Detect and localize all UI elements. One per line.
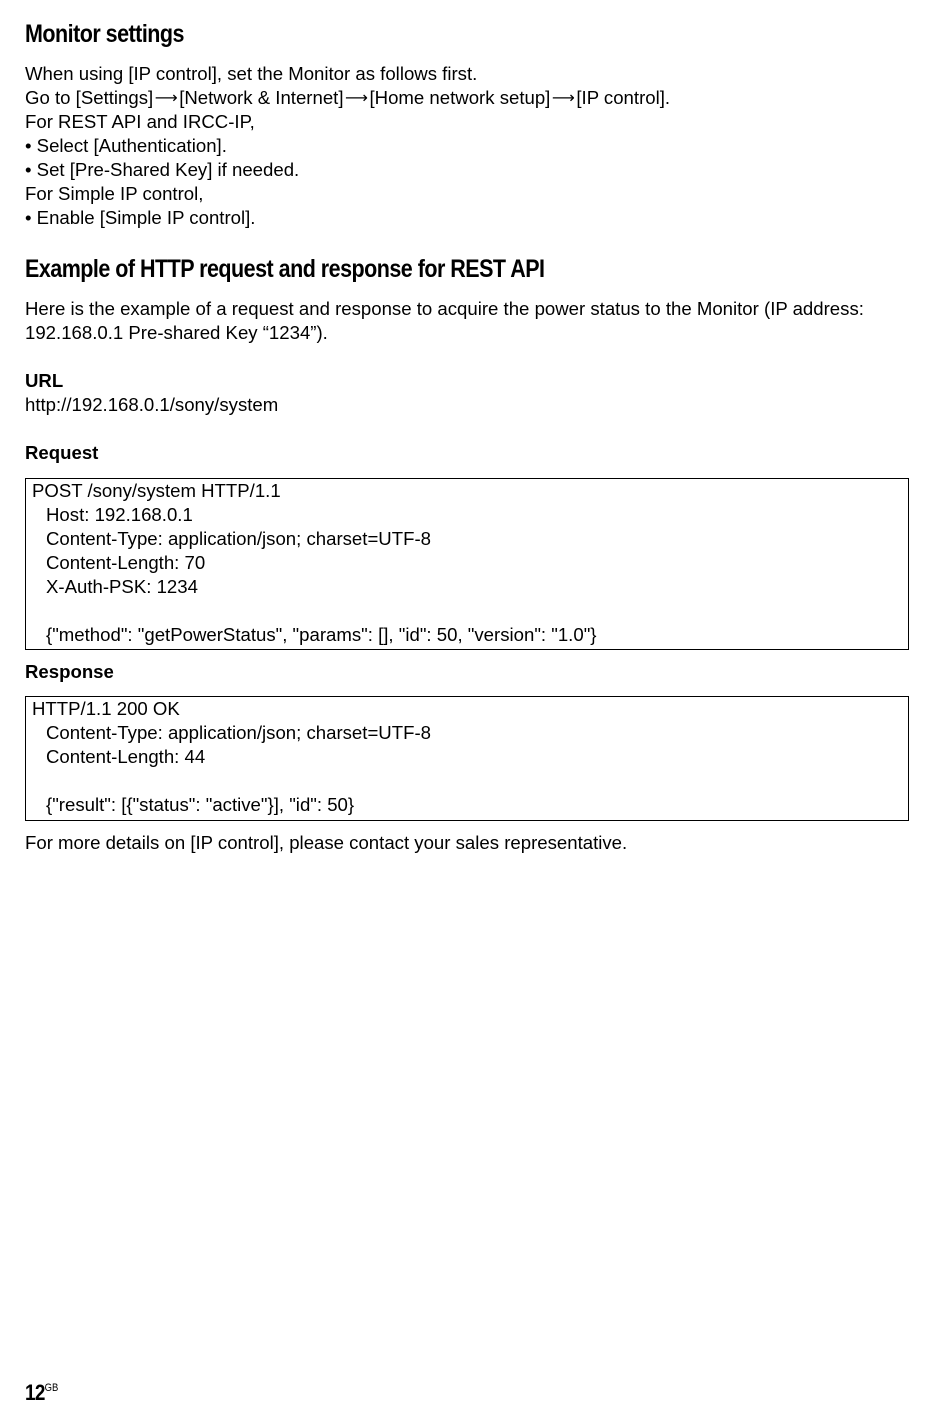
code-line: Content-Length: 44: [46, 746, 206, 767]
example-description-line: 192.168.0.1 Pre-shared Key “1234”).: [25, 322, 328, 343]
settings-path-step: [IP control].: [576, 87, 671, 108]
bullet-item: • Enable [Simple IP control].: [25, 207, 256, 228]
code-line: POST /sony/system HTTP/1.1: [32, 480, 281, 501]
monitor-settings-intro: When using [IP control], set the Monitor as follows first.: [25, 63, 478, 84]
response-label: Response: [25, 661, 114, 682]
url-label: URL: [25, 370, 64, 391]
monitor-settings-heading: Monitor settings: [25, 20, 184, 48]
code-line: Content-Length: 70: [46, 552, 206, 573]
example-description-line: Here is the example of a request and response to acquire the power status to the Monitor (IP address:: [25, 298, 864, 319]
page-number-suffix: GB: [44, 1382, 59, 1394]
page-number: [25, 1374, 58, 1407]
request-label: Request: [25, 442, 99, 463]
request-code-box: [25, 478, 909, 650]
footer-note: For more details on [IP control], please contact your sales representative.: [25, 832, 628, 853]
right-arrow-icon: ⟶: [154, 90, 178, 107]
bullet-item: • Select [Authentication].: [25, 135, 227, 156]
code-line: HTTP/1.1 200 OK: [32, 698, 180, 719]
right-arrow-icon: ⟶: [551, 90, 575, 107]
code-line: Host: 192.168.0.1: [46, 504, 193, 525]
simple-ip-label: For Simple IP control,: [25, 183, 204, 204]
response-code-box: [25, 696, 909, 821]
settings-path-step: [Settings]: [75, 87, 154, 108]
example-heading: Example of HTTP request and response for REST API: [25, 255, 545, 283]
url-value: http://192.168.0.1/sony/system: [25, 394, 279, 415]
page-number-value: 12: [25, 1380, 45, 1405]
code-line: [32, 769, 902, 793]
code-line: {"method": "getPowerStatus", "params": [], "id": 50, "version": "1.0"}: [46, 624, 597, 645]
settings-path-step: [Network & Internet]: [179, 87, 344, 108]
code-line: Content-Type: application/json; charset=UTF-8: [46, 528, 431, 549]
code-line: {"result": [{"status": "active"}], "id": 50}: [46, 794, 355, 815]
settings-path-step: [Home network setup]: [369, 87, 551, 108]
rest-api-label: For REST API and IRCC-IP,: [25, 111, 255, 132]
code-line: Content-Type: application/json; charset=UTF-8: [46, 722, 431, 743]
code-line: [32, 599, 902, 623]
settings-path-prefix: Go to: [25, 87, 71, 108]
right-arrow-icon: ⟶: [345, 90, 368, 107]
code-line: X-Auth-PSK: 1234: [46, 576, 198, 597]
bullet-item: • Set [Pre-Shared Key] if needed.: [25, 159, 300, 180]
settings-path: [25, 86, 670, 112]
